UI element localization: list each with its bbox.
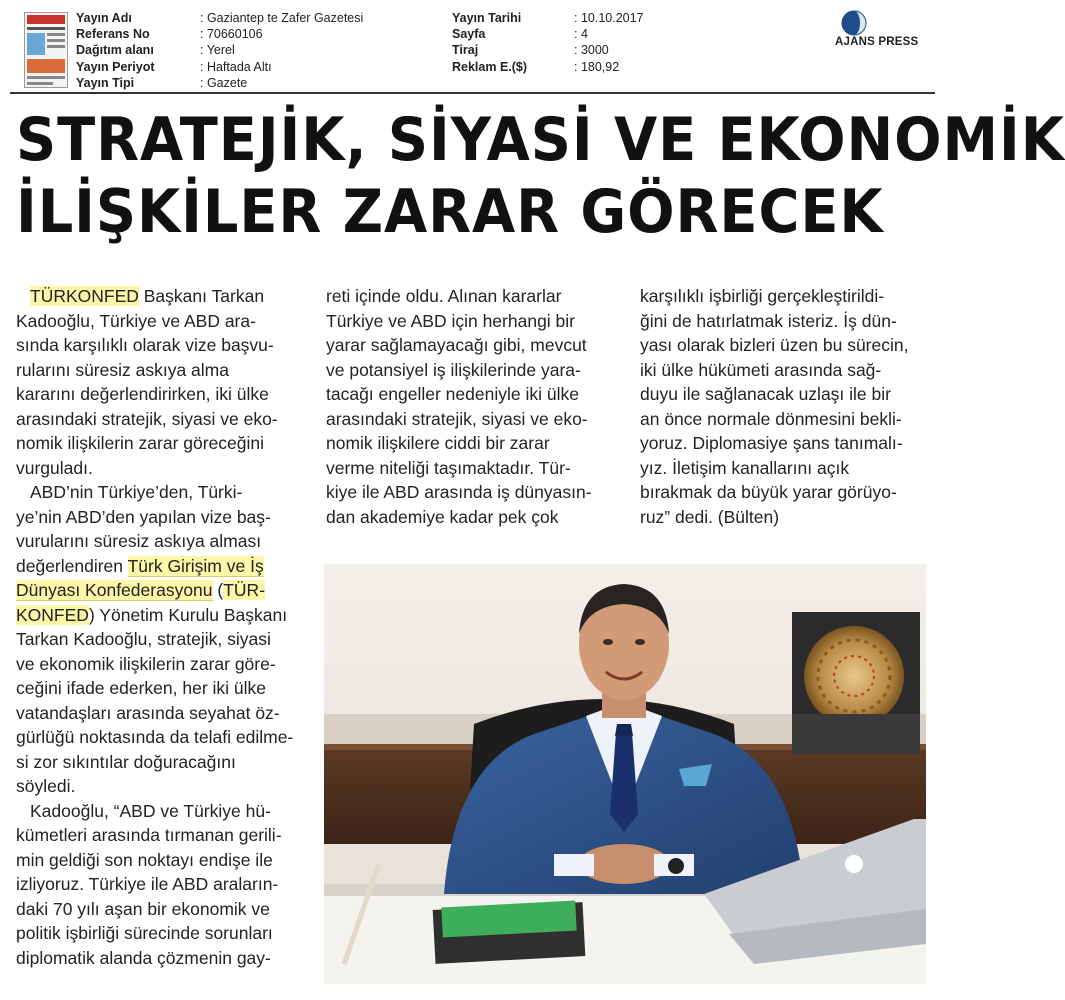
text-line: sında karşılıklı olarak vize başvu-: [16, 335, 274, 355]
meta-value: : 180,92: [574, 59, 620, 74]
article-column-2: [326, 284, 616, 529]
text-span: (: [212, 580, 224, 600]
text-line: ğini de hatırlatmak isteriz. İş dün-: [640, 310, 897, 331]
publication-meta-right: [452, 10, 644, 75]
text-line: ye’nin ABD’den yapılan vize baş-: [16, 506, 271, 527]
text-line: Tarkan Kadooğlu, stratejik, siyasi: [16, 629, 271, 649]
text-line: bırakmak da büyük yarar görüyo-: [640, 482, 897, 502]
text-line: arasındaki stratejik, siyasi ve eko-: [326, 408, 588, 429]
meta-label: Referans No: [76, 27, 150, 42]
text-line: vurularını süresiz askıya alması: [16, 531, 262, 551]
text-line: iki ülke hükümeti arasında sağ-: [640, 359, 882, 380]
meta-row-distribution-area: [76, 42, 363, 58]
text-line: tacağı engeller nedeniyle iki ülke: [326, 384, 579, 404]
text-line: karşılıklı işbirliği gerçekleştirildi-: [640, 286, 885, 306]
text-line: Kadooğlu, Türkiye ve ABD ara-: [16, 310, 256, 331]
text-line: kararını değerlendirirken, iki ülke: [16, 384, 269, 404]
meta-label: Yayın Tarihi: [452, 11, 522, 25]
meta-value: : Haftada Altı: [200, 59, 272, 74]
meta-label: Reklam E.($): [452, 59, 528, 74]
meta-value: : Yerel: [200, 43, 235, 58]
meta-row-publication-name: [76, 10, 363, 26]
text-line: kümetleri arasında tırmanan gerili-: [16, 825, 282, 845]
text-span: Başkanı Tarkan: [138, 286, 265, 306]
text-line: an önce normale dönmesini bekli-: [640, 408, 902, 429]
text-line: min geldiği son noktayı endişe ile: [16, 849, 273, 870]
publication-meta-left: [76, 10, 363, 91]
meta-row-reference-no: [76, 26, 363, 42]
text-line: vurguladı.: [16, 457, 93, 478]
meta-value: : Gazete: [200, 75, 248, 90]
headline-line-2: İLİŞKİLER ZARAR GÖRECEK: [16, 177, 884, 247]
meta-label: Dağıtım alanı: [76, 43, 154, 58]
text-line: Kadooğlu, “ABD ve Türkiye hü-: [30, 800, 271, 821]
text-line: yoruz. Diplomasiye şans tanımalı-: [640, 433, 903, 453]
text-line: yası olarak bizleri üzen bu sürecin,: [640, 335, 909, 355]
portrait-illustration: [324, 564, 926, 984]
text-line: daki 70 yılı aşan bir ekonomik ve: [16, 898, 270, 919]
logo-text: AJANS PRESS: [835, 36, 919, 48]
text-line: Türkiye ve ABD için herhangi bir: [326, 310, 575, 331]
page-thumbnail: [24, 12, 68, 88]
meta-label: Yayın Periyot: [76, 59, 155, 74]
text-span: değerlendiren: [16, 555, 128, 576]
highlighted-term: Dünyası Konfederasyonu: [16, 580, 213, 600]
meta-row-period: [76, 59, 363, 75]
text-line: [16, 578, 306, 603]
meta-value: : 70660106: [200, 27, 263, 42]
text-line: kiye ile ABD arasında iş dünyasın-: [326, 482, 592, 502]
header-divider: [10, 92, 935, 94]
headline-line-1: STRATEJİK, SİYASİ VE EKONOMİK: [16, 105, 1065, 175]
headline: [16, 104, 1065, 248]
meta-row-page: [452, 26, 644, 42]
text-line: nomik ilişkilerin zarar göreceğini: [16, 433, 265, 453]
text-line: [16, 603, 306, 628]
meta-label: Sayfa: [452, 27, 486, 42]
article-column-3: [640, 284, 930, 529]
text-span: ) Yönetim Kurulu Başkanı: [88, 604, 288, 625]
highlighted-term: TÜR-: [223, 580, 266, 600]
meta-label: Yayın Adı: [76, 11, 132, 25]
text-line: ve potansiyel iş ilişkilerinde yara-: [326, 359, 581, 380]
text-line: yarar sağlamayacağı gibi, mevcut: [326, 335, 587, 355]
article-photo: [324, 564, 926, 984]
text-line: vatandaşları arasında seyahat öz-: [16, 702, 280, 723]
meta-label: Yayın Tipi: [76, 75, 135, 90]
text-line: izliyoruz. Türkiye ile ABD araların-: [16, 874, 279, 894]
text-line: [16, 284, 306, 309]
text-line: verme niteliği taşımaktadır. Tür-: [326, 457, 571, 478]
text-line: dan akademiye kadar pek çok: [326, 506, 559, 527]
meta-value: : 4: [574, 27, 588, 42]
text-line: si zor sıkıntılar doğuracağını: [16, 751, 236, 772]
text-line: diplomatik alanda çözmenin gay-: [16, 947, 271, 968]
meta-value: : Gaziantep te Zafer Gazetesi: [200, 11, 364, 25]
text-line: reti içinde oldu. Alınan kararlar: [326, 286, 562, 306]
text-line: [16, 554, 306, 579]
meta-row-publication-date: [452, 10, 644, 26]
text-line: duyu ile sağlanacak uzlaşı ile bir: [640, 384, 891, 404]
meta-row-circulation: [452, 42, 644, 58]
text-line: yız. İletişim kanallarını açık: [640, 457, 850, 478]
meta-row-publication-type: [76, 75, 363, 91]
text-line: ruz” dedi. (Bülten): [640, 506, 780, 527]
text-line: arasındaki stratejik, siyasi ve eko-: [16, 408, 278, 429]
text-line: gürlüğü noktasında da telafi edilme-: [16, 727, 294, 747]
text-line: söyledi.: [16, 776, 76, 796]
apple-logo-icon: [845, 855, 863, 873]
globe-icon: [841, 10, 867, 36]
meta-value: : 3000: [574, 43, 609, 58]
text-line: ceğini ifade ederken, her iki ülke: [16, 678, 267, 698]
highlighted-term: TÜRKONFED: [30, 286, 139, 306]
meta-value: : 10.10.2017: [574, 11, 644, 25]
text-line: ABD’nin Türkiye’den, Türki-: [30, 482, 243, 502]
text-line: ve ekonomik ilişkilerin zarar göre-: [16, 653, 276, 674]
text-line: rularını süresiz askıya alma: [16, 359, 229, 380]
text-line: nomik ilişkilere ciddi bir zarar: [326, 433, 550, 453]
meta-row-ad-equivalent: [452, 59, 644, 75]
highlighted-term: KONFED: [16, 604, 89, 625]
ajans-press-logo: [833, 10, 937, 52]
text-line: politik işbirliği sürecinde sorunları: [16, 923, 273, 943]
highlighted-term: Türk Girişim ve İş: [127, 555, 264, 576]
article-column-1: [16, 284, 306, 970]
meta-label: Tiraj: [452, 43, 479, 58]
